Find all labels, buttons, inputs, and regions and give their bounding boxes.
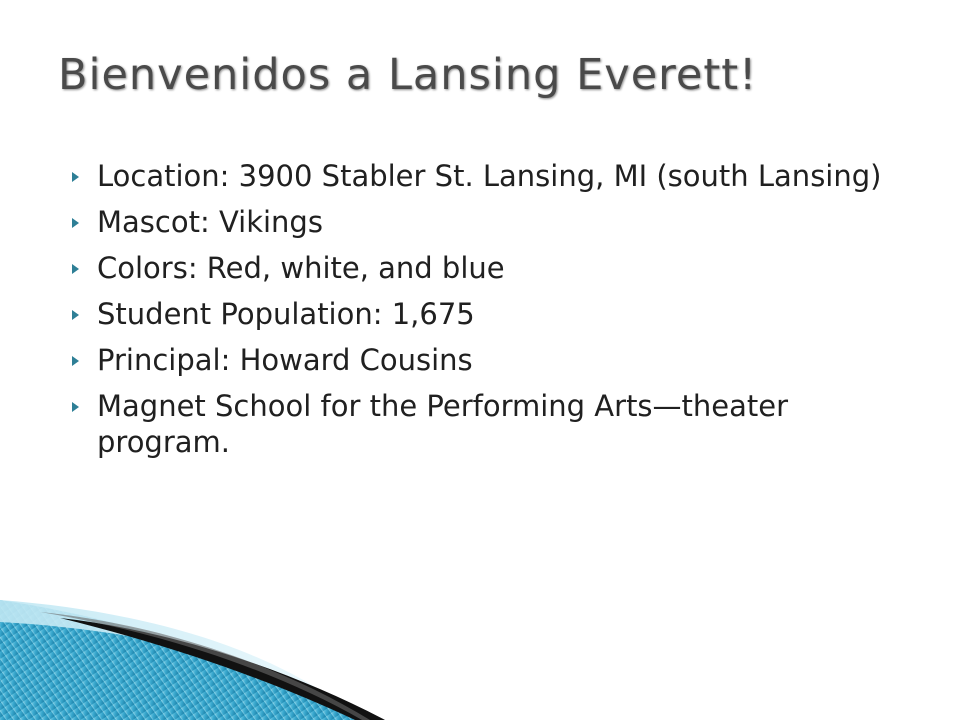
- triangle-right-icon: [72, 402, 79, 412]
- list-item: [72, 342, 902, 378]
- gray-swoosh-shape: [40, 612, 370, 720]
- bullet-text-colors: Colors: Red, white, and blue: [97, 251, 505, 285]
- bullet-text-magnet: Magnet School for the Performing Arts—theater program.: [97, 389, 789, 459]
- list-item: [72, 296, 902, 332]
- teal-wedge-fill: [0, 600, 360, 720]
- teal-wedge-shape: [0, 600, 360, 720]
- bullet-text-location: Location: 3900 Stabler St. Lansing, MI (south Lansing): [97, 159, 882, 193]
- light-stripe-shape: [0, 600, 320, 690]
- list-item: [72, 158, 902, 194]
- list-item: [72, 388, 902, 460]
- triangle-right-icon: [72, 264, 79, 274]
- triangle-right-icon: [72, 356, 79, 366]
- triangle-right-icon: [72, 172, 79, 182]
- list-item: [72, 250, 902, 286]
- dark-swoosh-shape: [60, 618, 385, 720]
- triangle-right-icon: [72, 310, 79, 320]
- bullet-text-principal: Principal: Howard Cousins: [97, 343, 473, 377]
- bullet-text-population: Student Population: 1,675: [97, 297, 475, 331]
- list-item: [72, 204, 902, 240]
- slide-title: Bienvenidos a Lansing Everett!: [58, 50, 758, 100]
- bullet-list: [72, 158, 902, 470]
- bullet-text-mascot: Mascot: Vikings: [97, 205, 323, 239]
- triangle-right-icon: [72, 218, 79, 228]
